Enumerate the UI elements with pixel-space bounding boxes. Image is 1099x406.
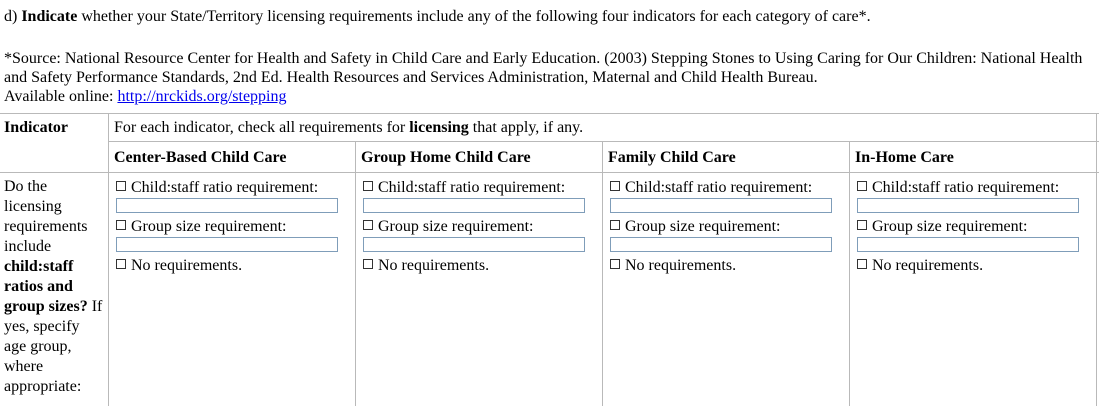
none-option-family[interactable]: No requirements. [610,256,736,275]
column-header-group-home: Group Home Child Care [361,149,531,166]
ratio-input-center[interactable] [116,198,338,213]
column-header-in-home: In-Home Care [855,149,954,166]
ratio-checkbox-center[interactable] [116,181,126,191]
ratio-option-in-home[interactable]: Child:staff ratio requirement: [857,178,1059,197]
ratio-input-family[interactable] [610,198,832,213]
ratio-checkbox-family[interactable] [610,181,620,191]
none-checkbox-family[interactable] [610,259,620,269]
none-checkbox-center[interactable] [116,259,126,269]
group-input-in-home[interactable] [857,237,1079,252]
requirements-table [0,113,1099,406]
ratio-input-in-home[interactable] [857,198,1079,213]
none-checkbox-in-home[interactable] [857,259,867,269]
none-option-in-home[interactable]: No requirements. [857,256,983,275]
group-checkbox-group-home[interactable] [363,220,373,230]
column-header-center-based: Center-Based Child Care [114,149,287,166]
group-checkbox-family[interactable] [610,220,620,230]
group-checkbox-center[interactable] [116,220,126,230]
ratio-option-center[interactable]: Child:staff ratio requirement: [116,178,318,197]
ratio-option-group-home[interactable]: Child:staff ratio requirement: [363,178,565,197]
column-header-family: Family Child Care [608,149,736,166]
group-input-group-home[interactable] [363,237,585,252]
stepping-link[interactable]: http://nrckids.org/stepping [117,88,287,105]
none-option-group-home[interactable]: No requirements. [363,256,489,275]
group-option-group-home[interactable]: Group size requirement: [363,217,534,236]
ratio-option-family[interactable]: Child:staff ratio requirement: [610,178,812,197]
instruction-text: For each indicator, check all requirements for licensing that apply, if any. [114,119,584,136]
question-text: Do the licensing requirements include child:staff ratios and group sizes? If yes, specify age group, where appropriate: [4,178,103,395]
group-input-center[interactable] [116,237,338,252]
source-citation: *Source: National Resource Center for Health and Safety in Child Care and Early Education. (2003) Stepping Stones to Using Caring for Our Children: National Health and Safety Performance Standards, 2nd Ed. Health Resources and Services Administration, Maternal and Child Health Bureau. Available online: http://nrckids.org/stepping [4,50,1083,105]
group-option-in-home[interactable]: Group size requirement: [857,217,1028,236]
none-checkbox-group-home[interactable] [363,259,373,269]
ratio-checkbox-group-home[interactable] [363,181,373,191]
indicator-header: Indicator [4,119,68,136]
ratio-input-group-home[interactable] [363,198,585,213]
intro-text: d) Indicate whether your State/Territory licensing requirements include any of the following four indicators for each category of care*. [4,8,871,25]
group-option-family[interactable]: Group size requirement: [610,217,781,236]
ratio-checkbox-in-home[interactable] [857,181,867,191]
group-checkbox-in-home[interactable] [857,220,867,230]
group-input-family[interactable] [610,237,832,252]
group-option-center[interactable]: Group size requirement: [116,217,287,236]
none-option-center[interactable]: No requirements. [116,256,242,275]
